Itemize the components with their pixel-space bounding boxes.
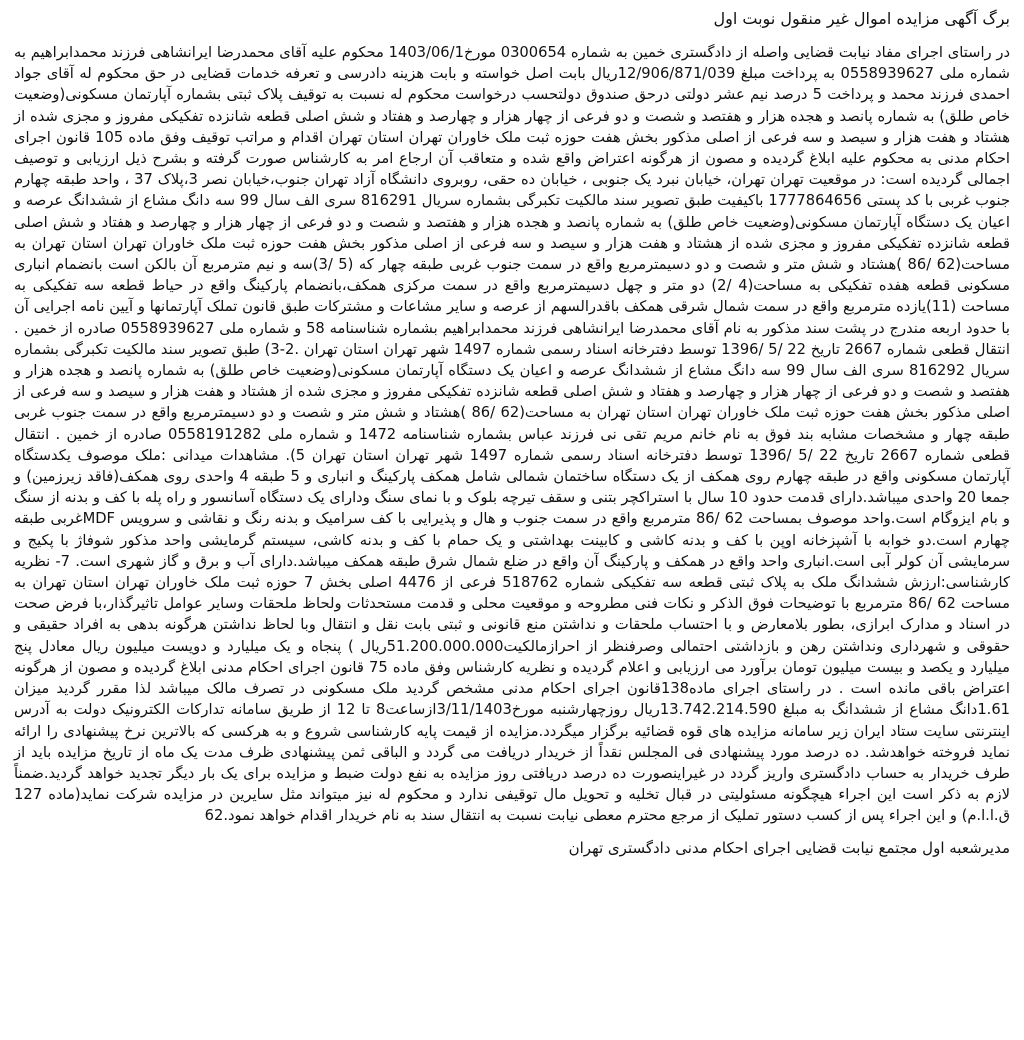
notice-body: در راستای اجرای مفاد نیابت قضایی واصله از دادگستری خمین به شماره 0300654 مورخ1403/06/1 محکوم علیه آقای محمدرضا ایرانشاهی فرزند محمدابراهیم به شماره ملی 0558939627 به پرداخت مبلغ 12/906/871/039ریال بابت اصل خواسته و بابت هزینه دادرسی و تعرفه خدمات قضایی در حق محکوم له آقای جواد احمدی فرزند محمد و پرداخت 5 درصد نیم عشر دولتی درحق صندوق دولتحسب درخواست محکوم له نسبت به توقیف پلاک ثبتی بشماره آپارتمان مسکونی(وضعیت خاص طلق) به شماره پانصد و هجده هزار و هفتصد و شصت و دو فرعی از چهار هزار و چهارصد و هفتاد و شش اصلی قطعه شانزده تفکیکی مفروز و مجزی شده از هشتاد و هفت هزار و سیصد و سه فرعی از اصلی مذکور بخش هفت حوزه ثبت ملک خاوران تهران استان تهران اقدام و مراتب توقیف وفق ماده 105 قانون اجرای احکام مدنی به محکوم علیه ابلاغ گردیده و مصون از هرگونه اعتراض واقع شده و متعاقب آن ارجاع امر به کارشناس صورت گرفته و بشرح ذیل ارزیابی و توصیف اجمالی گردیده است: در موقعیت تهران تهران، خیابان نبرد یک جنوبی ، خیابان ده حقی، روبروی دانشگاه آزاد تهران جنوب،خیابان نصر 3،پلاک 37 ، واحد طبقه چهارم جنوب غربی با کد پستی 1777864656 باکیفیت طبق تصویر سند مالکیت تکبرگی بشماره سریال 816291 سری الف سال 99 سه دانگ مشاع از ششدانگ عرصه و اعیان یک دستگاه آپارتمان مسکونی(وضعیت خاص طلق) به شماره پانصد و هجده هزار و هفتصد و شصت و دو فرعی از چهار هزار و چهارصد و هفتاد و شش اصلی قطعه شانزده تفکیکی مفروز و مجزی شده از هشتاد و هفت هزار و سیصد و سه فرعی از اصلی مذکور بخش هفت حوزه ثبت ملک خاوران تهران استان تهران به مساحت(62 /86 )هشتاد و شش متر و شصت و دو دسیمترمربع واقع در سمت جنوب غربی طبقه چهار که (5 /3)سه و نیم مترمربع آن بالکن است بانضمام انباری مسکونی قطعه هفده تفکیکی به مساحت(4 /2) دو متر و چهل دسیمترمربع واقع در سمت مرکزی همکف،بانضمام پارکینگ واقع در حیاط قطعه سه تفکیکی به مساحت (11)یازده مترمربع واقع در سمت شمال شرقی همکف باقدرالسهم از عرصه و سایر مشاعات و مشترکات طبق قانون تملک آپارتمانها و آیین نامه اجرایی آن با حدود اربعه مندرج در پشت سند مذکور به نام آقای محمدرضا ایرانشاهی فرزند محمدابراهیم بشماره شناسنامه 58 و شماره ملی 0558939627 صادره از خمین . انتقال قطعی شماره 2667 تاریخ 22 /5 /1396 توسط دفترخانه اسناد رسمی شماره 1497 شهر تهران استان تهران .2-3) طبق تصویر سند مالکیت تکبرگی بشماره سریال 816292 سری الف سال 99 سه دانگ مشاع از ششدانگ عرصه و اعیان یک دستگاه آپارتمان مسکونی(وضعیت خاص طلق) به شماره پانصد و هجده هزار و هفتصد و شصت و دو فرعی از چهار هزار و چهارصد و هفتاد و شش اصلی قطعه شانزده تفکیکی مفروز و مجزی شده از هشتاد و هفت هزار و سیصد و سه فرعی از اصلی مذکور بخش هفت حوزه ثبت ملک خاوران تهران استان تهران به مساحت(62 /86 )هشتاد و شش متر و شصت و دو دسیمترمربع واقع در سمت جنوب غربی طبقه چهار و مشخصات مشابه بند فوق به نام خانم مریم تقی نی فرزند عباس بشماره شناسنامه 1472 و شماره ملی 0558191282 صادره از خمین . انتقال قطعی شماره 2667 تاریخ 22 /5 /1396 توسط دفترخانه اسناد رسمی شماره 1497 شهر تهران استان تهران 5). مشاهدات میدانی :ملک موصوف یکدستگاه آپارتمان مسکونی واقع در طبقه چهارم روی همکف از یک دستگاه ساختمان شمالی شامل همکف پارکینگ و انباری و 5 طبقه 4 واحدی روی همکف(فاقد زیرزمین) و جمعا 20 واحدی میباشد.دارای قدمت حدود 10 سال با استراکچر بتنی و سقف تیرچه بلوک و با نمای سنگ ودارای یک دستگاه آسانسور و راه پله با کف و بدنه از سنگ و بام ایزوگام است.واحد موصوف بمساحت 62 /86 مترمربع واقع در سمت جنوب و هال و پذیرایی با کف سرامیک و بدنه رنگ و نقاشی و سرویس MDFغربی طبقه چهارم است.دو خوابه با آشپزخانه اوپن با کف و بدنه کاشی و کابینت بهداشتی و یک حمام با کف و بدنه کاشی، سیستم گرمایشی واحد مذکور شوفاژ با پکیج و سرمایشی آن کولر آبی است.انباری واحد واقع در همکف و پارکینگ آن واقع در ضلع شمال شرق طبقه همکف میباشد.دارای آب و برق و گاز شهری است. 7- نظریه کارشناسی:ارزش ششدانگ ملک به پلاک ثبتی قطعه سه تفکیکی شماره 518762 فرعی از 4476 اصلی بخش 7 حوزه ثبت ملک خاوران تهران استان تهران به مساحت 62 /86 مترمربع با توضیحات فوق الذکر و نکات فنی مطروحه و موقعیت محلی و قدمت مستحدثات ولحاظ ملحقات وسایر عوامل تاثیرگذار،با فرض صحت در اسناد و مدارک ابرازی، بطور بلامعارض و با احتساب ملحقات و نداشتن منع قانونی و ثبتی بابت نقل و انتقال وبا لحاظ نداشتن هرگونه بدهی به افراد حقیقی و حقوقی و شهرداری ونداشتن رهن و بازداشتی احتمالی وصرفنظر از احرازمالکیت51.200.000.000ریال ) پنجاه و یک میلیارد و دویست میلیون ریال معادل پنج میلیارد و یکصد و بیست میلیون تومان برآورد می ارزیابی و اعلام گردیده و نظریه کارشناس وفق ماده 75 قانون اجرای احکام مدنی ابلاغ گردیده و مصون از هرگونه اعتراض باقی مانده است . در راستای اجرای ماده138قانون اجرای احکام مدنی مشخص گردید ملک مسکونی در تصرف مالک میباشد لذا مقرر گردید میزان 1.61دانگ مشاع از ششدانگ به مبلغ 13.742.214.590ریال روزچهارشنبه مورخ3/11/1403ازساعت8 تا 12 از طریق سامانه تدارکات الکترونیک دولت به آدرس اینترنتی سایت ستاد ایران زیر سامانه مزایده های قوه قضائیه برگزار میگردد.مزایده از قیمت پایه کارشناسی شروع و به هرکسی که بالاترین نرخ پیشنهادی را ارائه نماید فروخته خواهدشد. ده درصد مورد پیشنهادی فی المجلس نقداً از خریدار دریافت می گردد و الباقی ثمن پیشنهادی ظرف مدت یک ماه از تاریخ مزایده باید از طرف خریدار به حساب دادگستری واریز گردد در غیراینصورت ده درصد دریافتی روز مزایده به نفع دولت ضبط و مزایده برای یک بار دیگر تجدید خواهد گردید.ضمناً لازم به ذکر است این اجراء هیچگونه مسئولیتی در قبال تخلیه و تحویل مال توقیفی ندارد و محکوم له نیز میتواند مثل سایرین در مزایده شرکت نماید(ماده 127 ق.ا.ا.م) و این اجراء پس از کسب دستور تملیک از مرجع محترم معطی نیابت نسبت به انتقال سند به نام خریدار اقدام خواهد نمود.62 — [14, 44, 1011, 825]
notice-title: برگ آگهی مزایده اموال غیر منقول نوبت اول — [713, 9, 1010, 28]
notice-signature: مدیرشعبه اول مجتمع نیابت قضایی اجرای احکام مدنی دادگستری تهران — [568, 838, 1010, 857]
